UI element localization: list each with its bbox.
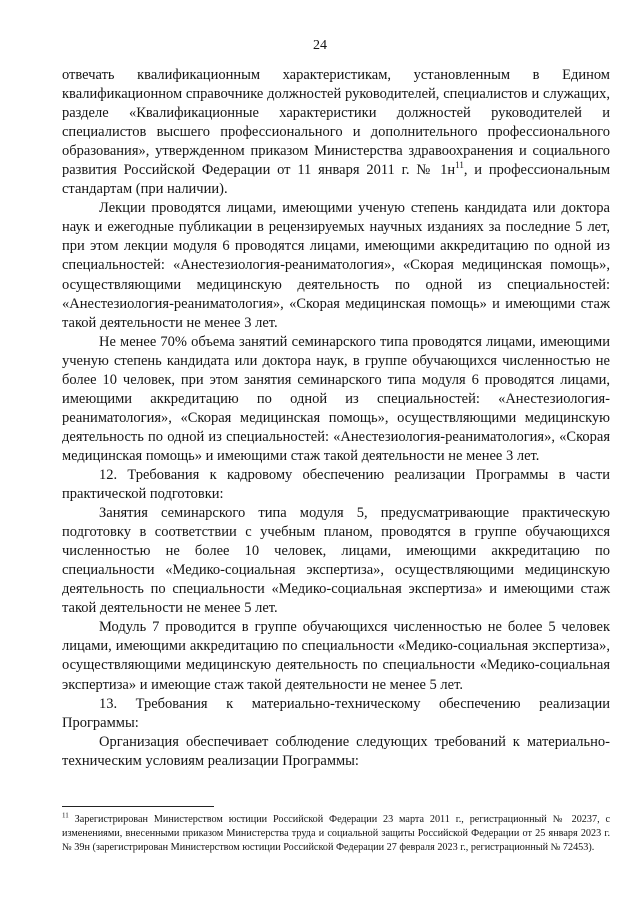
page-number: 24: [313, 38, 327, 53]
footnote-reference: 11: [455, 160, 464, 171]
paragraph-module-5: Занятия семинарского типа модуля 5, предусматривающие практическую подготовку в соответствии с учебным планом, проводятся в группе обучающихся численностью не более 10 человек, лицами, имеющими аккредитацию по специальности «Медико-социальная экспертиза», осуществляющими медицинскую деятельность по специальности «Медико-социальная экспертиза» и имеющими стаж такой деятельности не менее 5 лет.: [62, 505, 610, 617]
paragraph-text: , и профессиональным стандартам (при наличии).: [62, 162, 610, 198]
paragraph-organization-requirements: Организация обеспечивает соблюдение следующих требований к материально-техническим условиям реализации Программы:: [62, 733, 610, 769]
paragraph-lectures: Лекции проводятся лицами, имеющими ученую степень кандидата или доктора наук и ежегодные публикации в рецензируемых научных изданиях за последние 5 лет, при этом лекции модуля 6 проводятся лицами, имеющими аккредитацию по одной из специальностей: «Анестезиология-реаниматология», «Скорая медицинская помощь», осуществляющими медицинскую деятельность по одной из специальностей: «Анестезиология-реаниматология», «Скорая медицинская помощь» и имеющими стаж такой деятельности не менее 3 лет.: [62, 200, 610, 331]
paragraph-seminars: Не менее 70% объема занятий семинарского типа проводятся лицами, имеющими ученую степень кандидата или доктора наук, в группе обучающихся численностью не более 10 человек, при этом занятия семинарского типа модуля 6 проводятся лицами, имеющими аккредитацию по одной из специальностей: «Анестезиология-реаниматология», «Скорая медицинская помощь», осуществляющими медицинскую деятельность по одной из специальностей: «Анестезиология-реаниматология», «Скорая медицинская помощь» и имеющими стаж такой деятельности не менее 3 лет.: [62, 333, 610, 464]
paragraph-text: отвечать квалификационным характеристикам, установленным в Едином квалификационном справочнике должностей руководителей, специалистов и служащих, разделе «Квалификационные характеристики должностей руководителей и специалистов высшего профессионального и дополнительного профессионального образования», утвержденном приказом Министерства здравоохранения и социального развития Российской Федерации от 11 января 2011 г. № 1н: [62, 67, 610, 179]
footnote-marker: 11: [62, 811, 69, 820]
footnote: [62, 813, 610, 856]
body-text: [62, 66, 610, 771]
footnote-text: Зарегистрирован Министерством юстиции Российской Федерации 23 марта 2011 г., регистрационный № 20237, с изменениями, внесенными приказом Министерства труда и социальной защиты Российской Федерации от 25 января 2023 г. № 39н (зарегистрирован Министерством юстиции Российской Федерации 27 февраля 2023 г., регистрационный № 72453).: [62, 814, 610, 854]
paragraph-qualification-requirements: [62, 66, 610, 199]
footnote-divider: [62, 806, 214, 807]
section-13-heading: 13. Требования к материально-техническому обеспечению реализации Программы:: [62, 695, 610, 731]
section-12-heading: 12. Требования к кадровому обеспечению реализации Программы в части практической подготовки:: [62, 466, 610, 503]
paragraph-module-7: Модуль 7 проводится в группе обучающихся численностью не более 5 человек лицами, имеющими аккредитацию по специальности «Медико-социальная экспертиза», осуществляющими медицинскую деятельность по специальности «Медико-социальная экспертиза» и имеющие стаж такой деятельности не менее 5 лет.: [62, 619, 610, 693]
